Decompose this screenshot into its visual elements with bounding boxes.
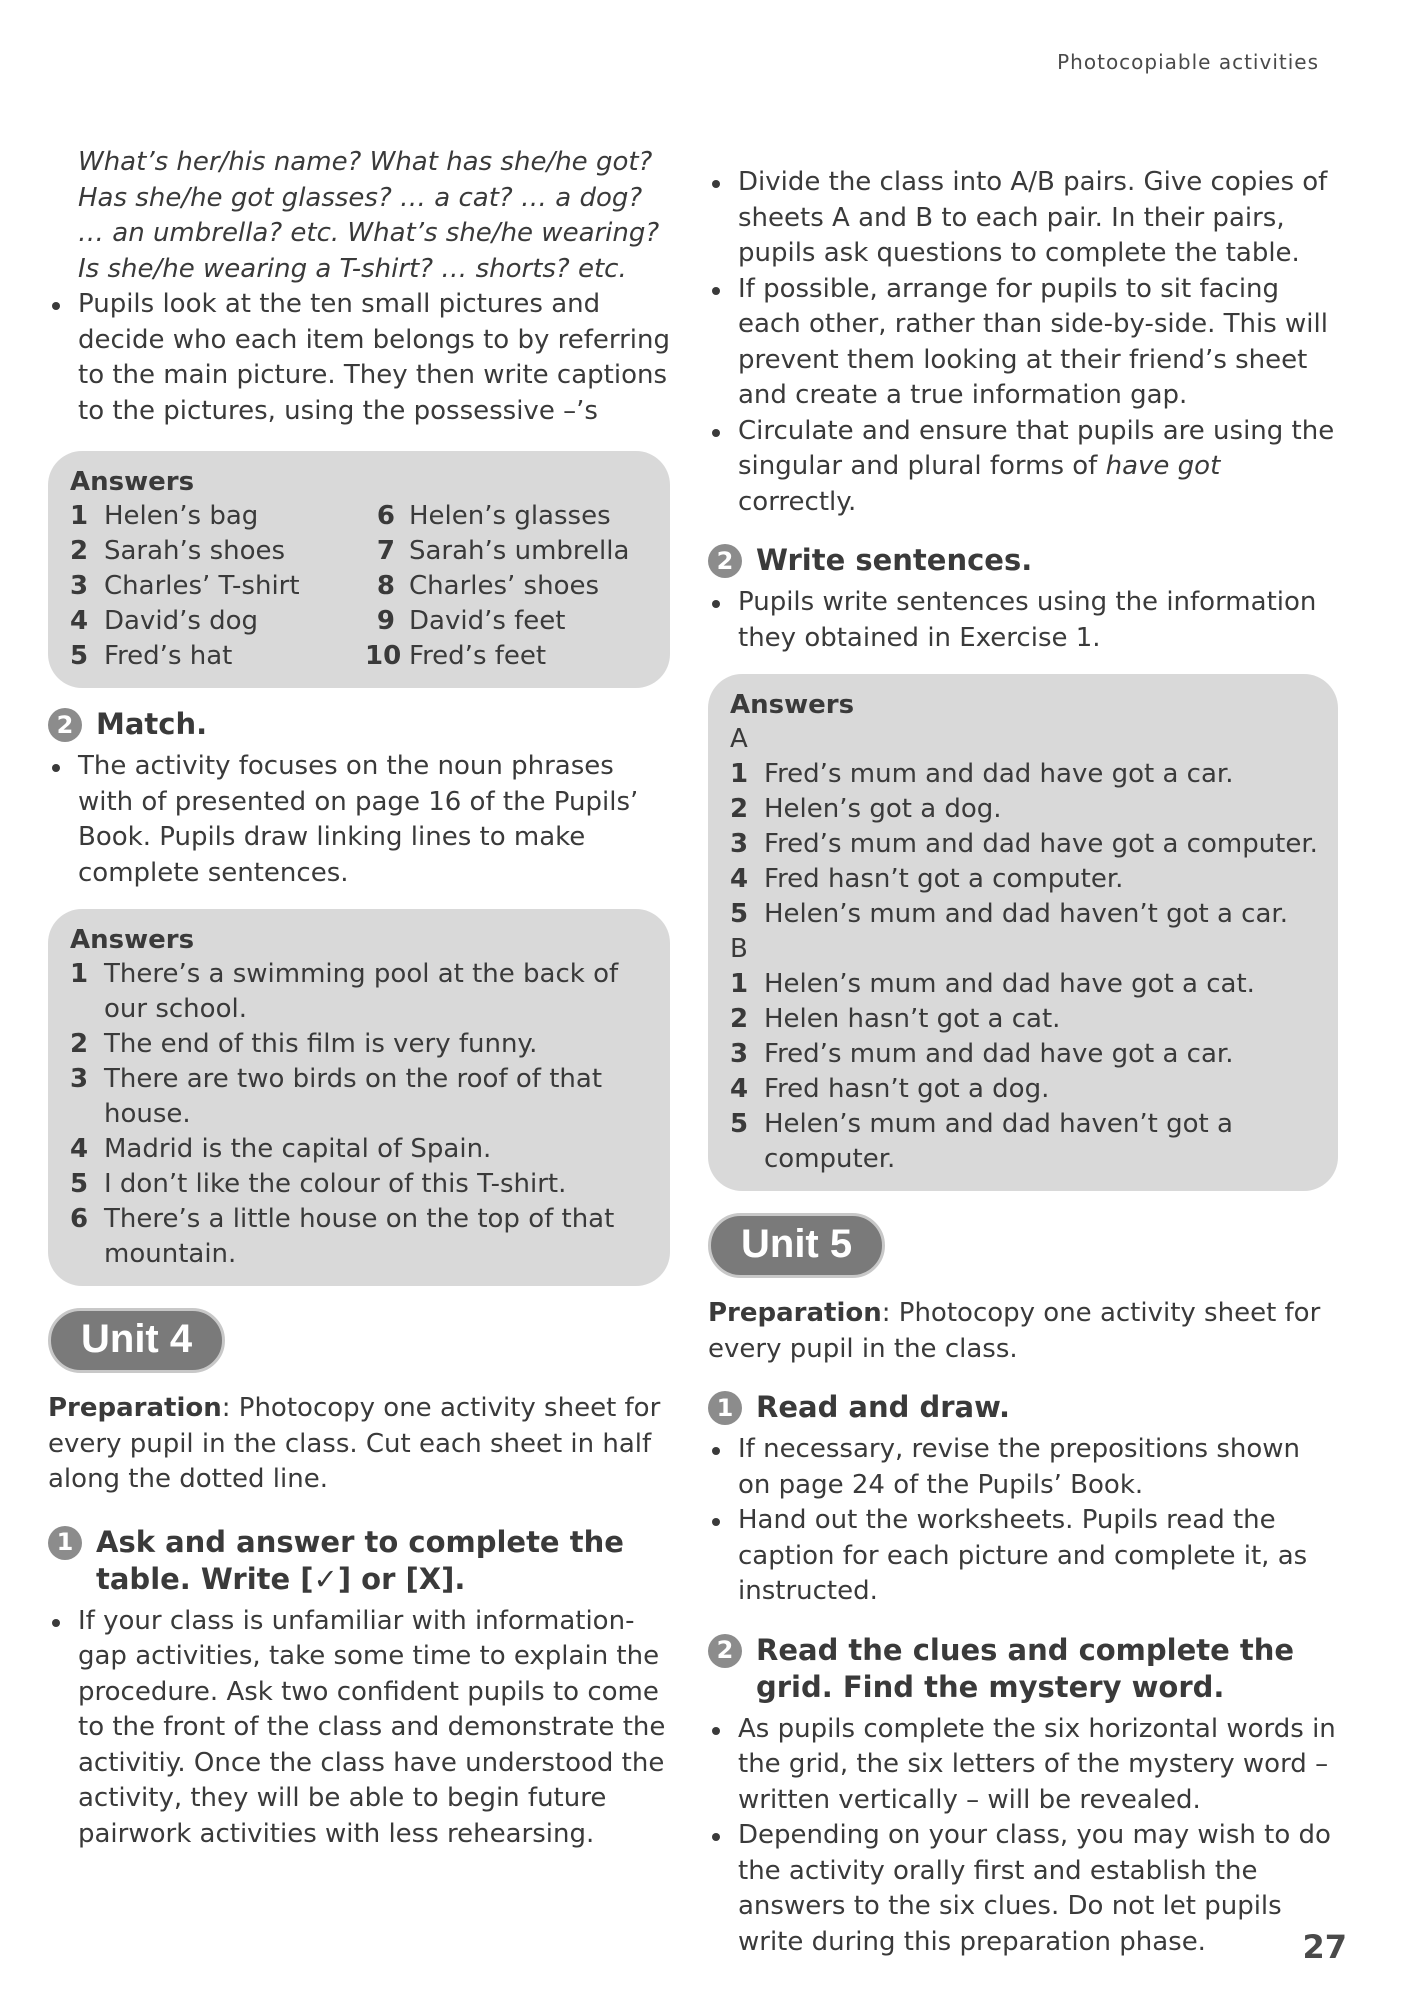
answer-row (730, 792, 1318, 827)
answer-num: 10 (365, 641, 402, 671)
answers-title: Answers (70, 467, 195, 497)
answer-text: I don’t like the colour of this T-shirt. (104, 1169, 567, 1199)
answers-section-b: B (730, 934, 748, 964)
answer-text: Fred’s hat (104, 641, 233, 671)
answer-text: Charles’ T-shirt (104, 571, 300, 601)
number-badge: 1 (708, 1391, 742, 1425)
number-badge: 2 (48, 708, 82, 742)
heading-ask (48, 1524, 670, 1598)
answer-text: The end of this film is very funny. (104, 1029, 538, 1059)
bullet-circulate (708, 414, 1338, 521)
answer-num: 1 (70, 959, 89, 989)
answer-row (70, 1027, 650, 1062)
bullet-orally: Depending on your class, you may wish to do the activity orally first and establish the answers to the six clues. Do not let pupils write during this preparation phase. (708, 1818, 1338, 1960)
answer-num: 9 (376, 606, 395, 636)
answer-num: 3 (730, 829, 749, 859)
answer-text: David’s feet (409, 606, 566, 636)
answer-num: 3 (70, 1064, 89, 1094)
answer-text: Fred’s mum and dad have got a car. (764, 1039, 1234, 1069)
answer-row (70, 957, 650, 1027)
answer-row (730, 757, 1318, 792)
preparation (48, 1391, 670, 1498)
answer-row (730, 1002, 1318, 1037)
answer-row (70, 604, 355, 639)
answer-text: Madrid is the capital of Spain. (104, 1134, 492, 1164)
heading-text: Ask and answer to complete the table. Write [✓] or [X]. (96, 1524, 624, 1596)
answer-num: 5 (70, 1169, 89, 1199)
answer-row (70, 639, 355, 674)
bullet-match: The activity focuses on the noun phrases with of presented on page 16 of the Pupils’ Book. Pupils draw linking lines to make complete sentences. (48, 749, 670, 891)
answer-num: 1 (70, 501, 89, 531)
bullet-pictures: Pupils look at the ten small pictures and decide who each item belongs to by referring to the main picture. They then write captions to the pictures, using the possessive –’s (48, 287, 670, 429)
answer-row (70, 1132, 650, 1167)
answer-num: 2 (70, 1029, 89, 1059)
answer-row (365, 639, 650, 674)
answer-text: Helen hasn’t got a cat. (764, 1004, 1061, 1034)
answer-text: Fred’s mum and dad have got a car. (764, 759, 1234, 789)
answer-text: Helen’s glasses (409, 501, 611, 531)
circulate-italic: have got (1105, 451, 1221, 481)
answer-row (730, 827, 1318, 862)
bullet-prepositions: If necessary, revise the prepositions shown on page 24 of the Pupils’ Book. (708, 1432, 1338, 1503)
answer-text: Helen’s bag (104, 501, 259, 531)
preparation-text: : Photocopy one activity sheet for every pupil in the class. Cut each sheet in half along the dotted line. (48, 1393, 661, 1494)
answer-num: 3 (70, 571, 89, 601)
answer-row (730, 897, 1318, 932)
answers-grid (70, 499, 650, 674)
answer-text: There are two birds on the roof of that house. (104, 1064, 603, 1129)
answers-title: Answers (70, 925, 195, 955)
answer-num: 5 (730, 899, 749, 929)
bullet-info-gap: If your class is unfamiliar with information-gap activities, take some time to explain the procedure. Ask two confident pupils to come to the front of the class and demonstrate the activitiy. Once the class have understood the activity, they will be able to begin future pairwork activities with less rehearsing. (48, 1604, 670, 1853)
answer-text: Helen’s mum and dad haven’t got a computer. (764, 1109, 1233, 1174)
answer-num: 2 (730, 1004, 749, 1034)
answers-box-2 (48, 909, 670, 1286)
answer-num: 5 (730, 1109, 749, 1139)
answer-num: 2 (70, 536, 89, 566)
answer-row (730, 1072, 1318, 1107)
preparation-text: : Photocopy one activity sheet for every pupil in the class. (708, 1298, 1321, 1364)
answer-row (70, 534, 355, 569)
answer-num: 1 (730, 759, 749, 789)
heading-text: Read the clues and complete the grid. Find the mystery word. (756, 1632, 1295, 1704)
answer-row (70, 1202, 650, 1272)
page-number: 27 (1302, 1928, 1347, 1966)
answer-row (730, 967, 1318, 1002)
answer-row (70, 1167, 650, 1202)
answer-num: 4 (730, 864, 749, 894)
heading-clues (708, 1632, 1338, 1706)
preparation (708, 1296, 1338, 1367)
answer-text: There’s a little house on the top of that mountain. (104, 1204, 615, 1269)
running-header: Photocopiable activities (1057, 50, 1319, 74)
answer-row (70, 1062, 650, 1132)
answer-num: 3 (730, 1039, 749, 1069)
circulate-text-end: correctly. (738, 486, 857, 517)
answers-section-a: A (730, 724, 748, 754)
bullet-pairs: Divide the class into A/B pairs. Give copies of sheets A and B to each pair. In their pairs, pupils ask questions to complete the table. (708, 165, 1338, 272)
intro-questions: What’s her/his name? What has she/he got? Has she/he got glasses? … a cat? … a dog? … an umbrella? etc. What’s she/he wearing? Is she/he wearing a T-shirt? … shorts? etc. (78, 147, 660, 284)
circulate-text: Circulate and ensure that pupils are using the singular and plural forms of (738, 415, 1335, 481)
answer-num: 8 (376, 571, 395, 601)
answer-text: Fred’s mum and dad have got a computer. (764, 829, 1318, 859)
heading-text: Match. (96, 707, 208, 741)
answer-num: 1 (730, 969, 749, 999)
answer-text: Charles’ shoes (409, 571, 600, 601)
heading-text: Write sentences. (756, 543, 1033, 577)
bullet-worksheets: Hand out the worksheets. Pupils read the caption for each picture and complete it, as instructed. (708, 1503, 1338, 1610)
answer-row (365, 534, 650, 569)
heading-match (48, 706, 670, 743)
preparation-label: Preparation (48, 1393, 222, 1423)
answer-row (70, 569, 355, 604)
number-badge: 2 (708, 544, 742, 578)
answer-row (365, 569, 650, 604)
answer-num: 6 (70, 1204, 89, 1234)
heading-text: Read and draw. (756, 1390, 1011, 1424)
answer-text: Fred hasn’t got a computer. (764, 864, 1124, 894)
answer-text: Helen’s mum and dad have got a cat. (764, 969, 1255, 999)
heading-read (708, 1389, 1338, 1426)
answer-text: There’s a swimming pool at the back of our school. (104, 959, 619, 1024)
heading-write (708, 542, 1338, 579)
answers-title: Answers (730, 690, 855, 720)
number-badge: 2 (708, 1634, 742, 1668)
answer-text: Fred hasn’t got a dog. (764, 1074, 1050, 1104)
answer-row (730, 862, 1318, 897)
answer-text: Sarah’s shoes (104, 536, 286, 566)
answer-row (730, 1037, 1318, 1072)
answer-num: 4 (70, 606, 89, 636)
number-badge: 1 (48, 1526, 82, 1560)
answer-num: 2 (730, 794, 749, 824)
bullet-write: Pupils write sentences using the information they obtained in Exercise 1. (708, 585, 1338, 656)
answer-num: 7 (376, 536, 395, 566)
answers-col-1 (70, 499, 355, 674)
answer-row (365, 499, 650, 534)
answer-num: 6 (376, 501, 395, 531)
answer-num: 4 (730, 1074, 749, 1104)
answer-text: Sarah’s umbrella (409, 536, 630, 566)
answers-col-2 (365, 499, 650, 674)
answer-text: Fred’s feet (409, 641, 547, 671)
preparation-label: Preparation (708, 1298, 882, 1328)
answer-text: David’s dog (104, 606, 259, 636)
left-column (48, 145, 670, 1852)
unit-badge: Unit 4 (48, 1308, 225, 1373)
answers-box-3 (708, 674, 1338, 1191)
answer-num: 5 (70, 641, 89, 671)
answer-num: 4 (70, 1134, 89, 1164)
answer-row (70, 499, 355, 534)
answer-row (365, 604, 650, 639)
right-column (708, 165, 1338, 1960)
unit-badge: Unit 5 (708, 1213, 885, 1278)
answer-text: Helen’s mum and dad haven’t got a car. (764, 899, 1288, 929)
bullet-seating: If possible, arrange for pupils to sit facing each other, rather than side-by-side. This will prevent them looking at their friend’s sheet and create a true information gap. (708, 272, 1338, 414)
answer-row (730, 1107, 1318, 1177)
bullet-grid: As pupils complete the six horizontal words in the grid, the six letters of the mystery word – written vertically – will be revealed. (708, 1712, 1338, 1819)
answer-text: Helen’s got a dog. (764, 794, 1002, 824)
answers-box-1 (48, 451, 670, 688)
